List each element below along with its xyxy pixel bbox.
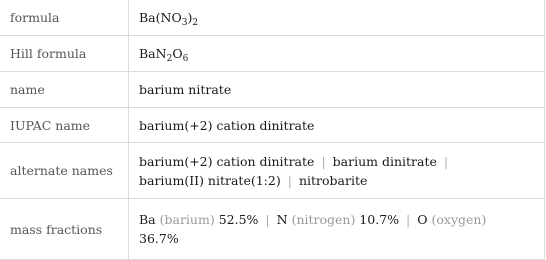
formula-label: formula <box>0 0 129 36</box>
mass-fractions-value <box>129 199 545 260</box>
formula-subscript: 2 <box>192 18 199 28</box>
mass-fractions-label: mass fractions <box>0 199 129 260</box>
name-value: barium nitrate <box>129 72 545 108</box>
formula-row <box>0 0 545 36</box>
separator: | <box>321 153 326 169</box>
separator: | <box>287 172 292 188</box>
name-label: name <box>0 72 129 108</box>
alternate-name-item: barium dinitrate <box>332 153 437 169</box>
alternate-names-value <box>129 143 545 199</box>
alternate-name-item: barium(+2) cation dinitrate <box>139 153 315 169</box>
mass-fractions-row <box>0 199 545 260</box>
hill-formula-part: O <box>172 46 183 61</box>
mass-fraction-symbol: O <box>417 212 428 227</box>
mass-fraction-symbol: Ba <box>139 212 156 227</box>
separator: | <box>265 212 270 227</box>
hill-formula-row <box>0 36 545 72</box>
mass-fraction-element: (barium) <box>159 212 215 227</box>
alternate-names-row <box>0 143 545 199</box>
name-row <box>0 72 545 108</box>
hill-formula-label: Hill formula <box>0 36 129 72</box>
hill-formula-value <box>129 36 545 72</box>
separator: | <box>443 153 449 169</box>
mass-fraction-percent: 10.7% <box>359 212 400 227</box>
alternate-names-label: alternate names <box>0 143 129 199</box>
formula-subscript: 3 <box>181 18 188 28</box>
hill-formula-part: BaN <box>139 46 167 61</box>
formula-part: Ba(NO <box>139 10 182 25</box>
mass-fraction-percent: 52.5% <box>218 212 259 227</box>
alternate-name-item: barium(II) nitrate(1:2) <box>139 172 281 188</box>
mass-fraction-symbol: N <box>276 212 288 227</box>
iupac-name-row <box>0 108 545 143</box>
formula-part: ) <box>187 10 193 25</box>
mass-fraction-percent: 36.7% <box>139 231 179 246</box>
mass-fraction-element: (nitrogen) <box>291 212 356 227</box>
hill-formula-subscript: 6 <box>182 54 189 64</box>
iupac-name-label: IUPAC name <box>0 108 129 143</box>
mass-fraction-element: (oxygen) <box>431 212 487 227</box>
iupac-name-value: barium(+2) cation dinitrate <box>129 108 545 143</box>
formula-value <box>129 0 545 36</box>
alternate-name-item: nitrobarite <box>298 172 368 188</box>
hill-formula-subscript: 2 <box>166 54 173 64</box>
separator: | <box>406 212 411 227</box>
